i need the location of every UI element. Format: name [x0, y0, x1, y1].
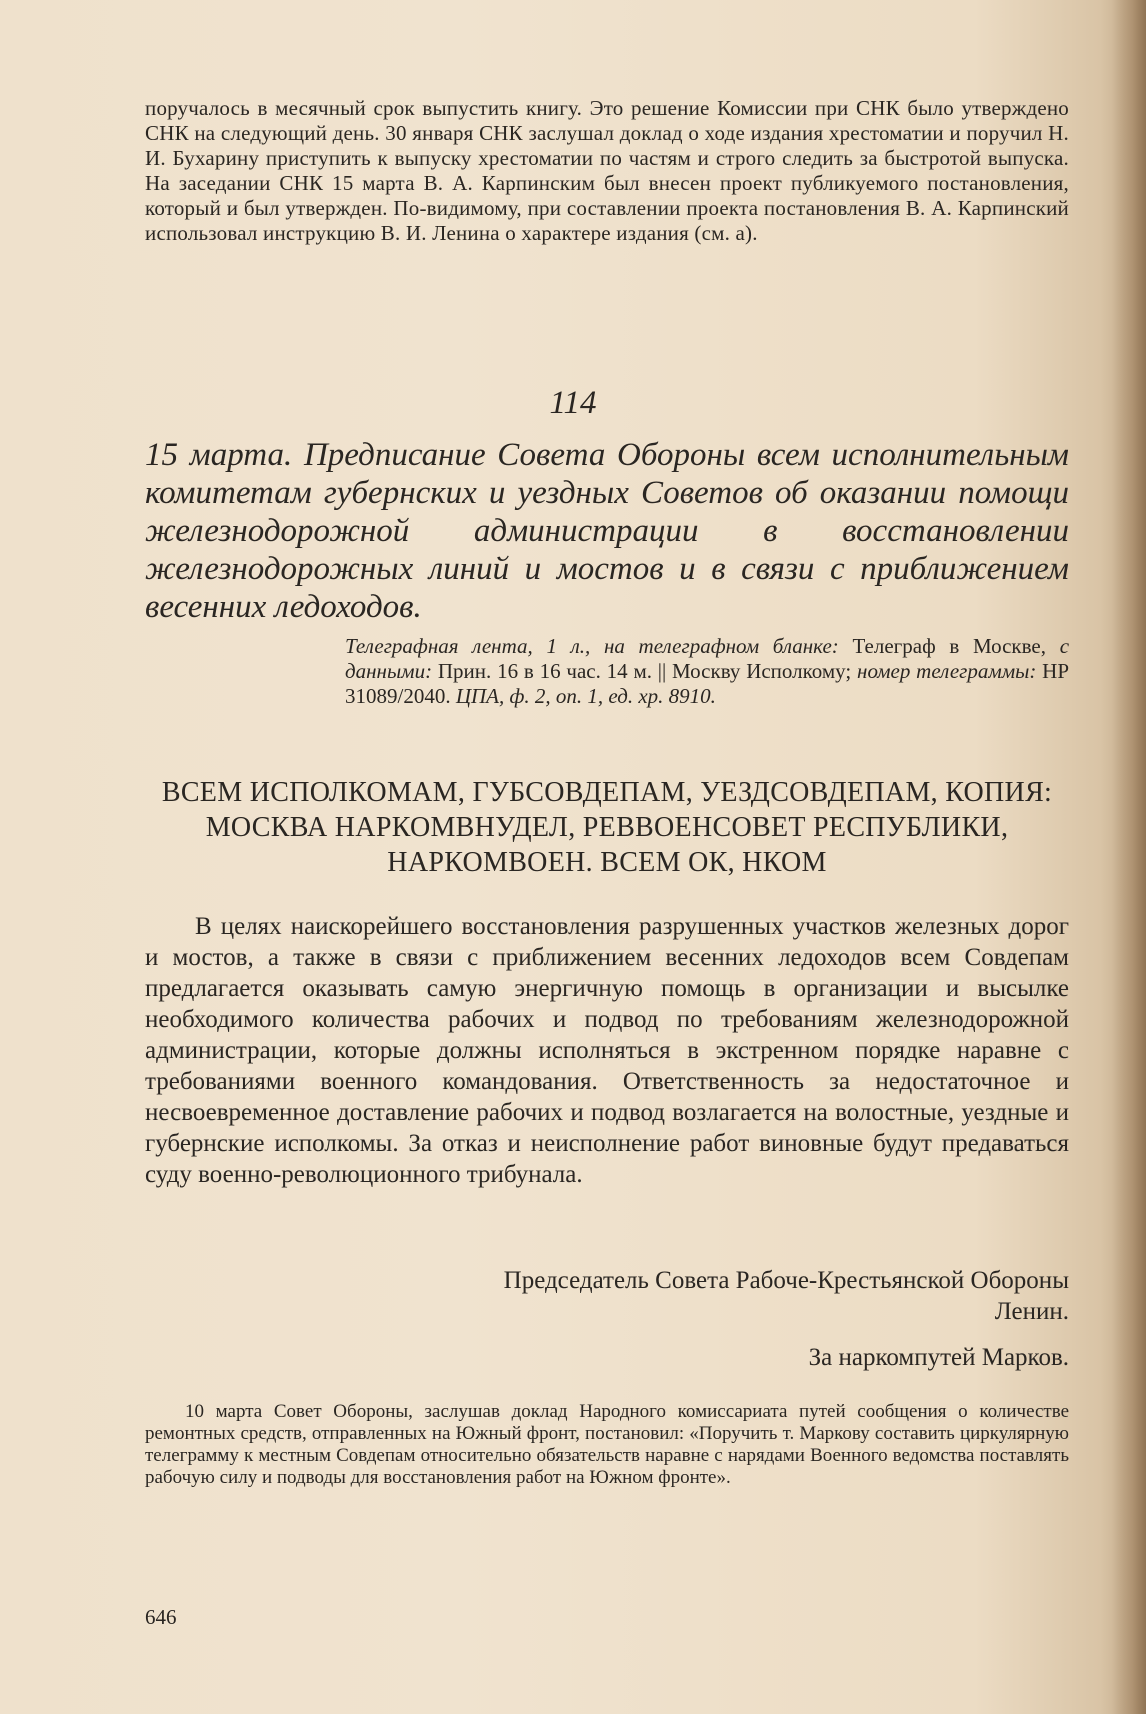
source-note	[145, 634, 1069, 709]
signature-markov: За наркомпутей Марков.	[808, 1344, 1069, 1371]
source-text-1: Телеграф в Москве,	[852, 634, 1046, 658]
source-label-3: номер телеграммы:	[857, 659, 1037, 683]
source-text-2: Прин. 16 в 16 час. 14 м. || Москву Исполкому;	[437, 659, 852, 683]
telegram-headline: ВСЕМ ИСПОЛКОМАМ, ГУБСОВДЕПАМ, УЕЗДСОВДЕПАМ, КОПИЯ: МОСКВА НАРКОМВНУДЕЛ, РЕВВОЕНСОВЕТ РЕСПУБЛИКИ, НАРКОМВОЕН. ВСЕМ ОК, НКОМ	[161, 777, 1053, 878]
footnote: 10 марта Совет Обороны, заслушав доклад Народного комиссариата путей сообщения о количестве ремонтных средств, отправленных на Южный фронт, постановил: «Поручить т. Маркову составить циркулярную телеграмму к местным Совдепам относительно обязательств наравне с нарядами Военного ведомства поставлять рабочую силу и подводы для восстановления работ на Южном фронте».	[145, 1401, 1069, 1488]
source-label-2: с данными:	[345, 634, 1070, 683]
source-text-3: НР 31089/2040.	[345, 659, 1070, 708]
source-label-1: Телеграфная лента, 1 л., на телеграфном бланке:	[345, 634, 839, 658]
page-edge-shadow	[1112, 0, 1146, 1714]
page-number: 646	[145, 1605, 177, 1629]
source-archive: ЦПА, ф. 2, оп. 1, ед. хр. 8910.	[455, 684, 716, 708]
document-title: 15 марта. Предписание Совета Обороны всем исполнительным комитетам губернских и уездных Советов об оказании помощи железнодорожной администрации в восстановлении железнодорожных линий и мостов и в связи с приближением весенних ледоходов.	[145, 437, 1069, 625]
telegram-body: В целях наискорейшего восстановления разрушенных участков железных дорог и мостов, а также в связи с приближением весенних ледоходов всем Совдепам предлагается оказывать самую энергичную помощь в организации и высылке необходимого количества рабочих и подвод по требованиям железнодорожной администрации, которые должны исполняться в экстренном порядке наравне с требованиями военного командования. Ответственность за недостаточное и несвоевременное доставление рабочих и подвод возлагается на волостные, уездные и губернские исполкомы. За отказ и неисполнение работ виновные будут предаваться суду военно-революционного трибунала.	[145, 913, 1069, 1188]
signature-lenin	[145, 1265, 1069, 1327]
signature-title: Председатель Совета Рабоче-Крестьянской Обороны	[503, 1267, 1069, 1294]
intro-paragraph: поручалось в месячный срок выпустить книгу. Это решение Комиссии при СНК было утверждено СНК на следующий день. 30 января СНК заслушал доклад о ходе издания хрестоматии и поручил Н. И. Бухарину приступить к выпуску хрестоматии по частям и строго следить за быстротой выпуска. На заседании СНК 15 марта В. А. Карпинским был внесен проект публикуемого постановления, который и был утвержден. По-видимому, при составлении проекта постановления В. А. Карпинский использовал инструкцию В. И. Ленина о характере издания (см. а).	[145, 96, 1069, 245]
document-number: 114	[549, 385, 597, 421]
signature-name: Ленин.	[994, 1298, 1069, 1325]
